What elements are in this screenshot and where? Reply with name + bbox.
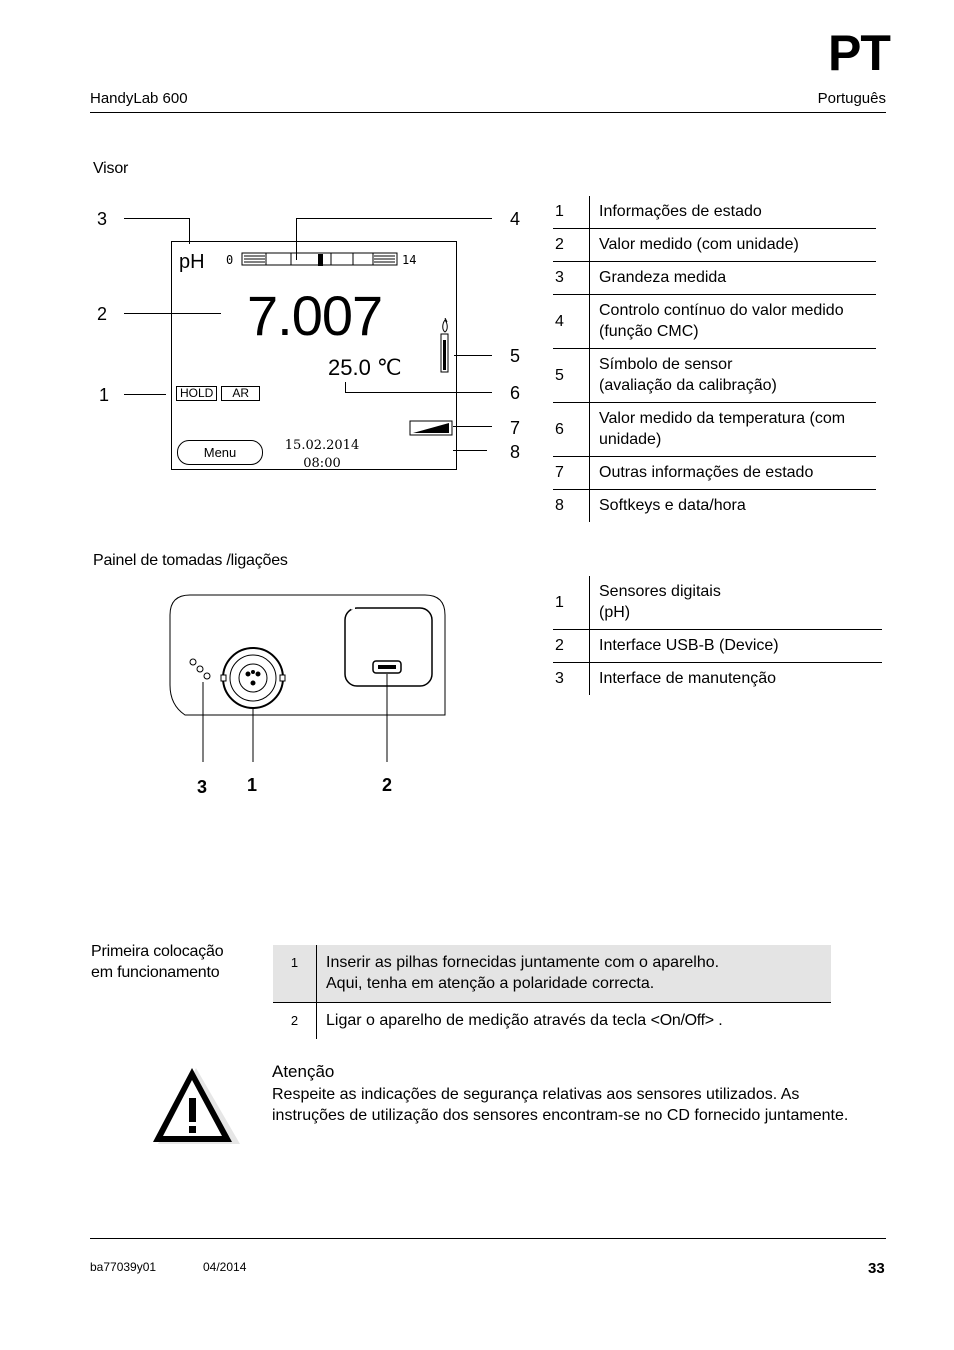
legend-row: 6 Valor medido da temperatura (com unidade) <box>553 403 876 457</box>
sockets-heading: Painel de tomadas /ligações <box>93 552 288 569</box>
ar-tag: AR <box>221 386 260 401</box>
legend-row: 3 Interface de manutenção <box>553 663 882 696</box>
status-tags <box>176 386 260 401</box>
socket-callout-3: 3 <box>197 777 208 797</box>
callout-line-4-drop <box>296 218 297 260</box>
display-date: 15.02.2014 <box>284 438 360 453</box>
display-heading: Visor <box>93 160 129 177</box>
socket-callout-1: 1 <box>247 775 258 795</box>
callout-line-7 <box>453 426 492 427</box>
header-rule <box>90 112 886 113</box>
first-use-heading: Primeira colocação em funcionamento <box>91 943 224 981</box>
callout-line-8 <box>453 450 487 451</box>
service-interface-icon <box>190 659 210 679</box>
display-datetime <box>276 437 368 473</box>
legend-row: 2 Valor medido (com unidade) <box>553 229 876 262</box>
temperature-value: 25.0 ℃ <box>328 355 402 380</box>
on-off-key: <On/Off> <box>650 1012 714 1029</box>
display-time: 08:00 <box>303 456 341 471</box>
socket-callout-2: 2 <box>382 775 393 795</box>
page-number: 33 <box>868 1260 885 1277</box>
callout-line-6 <box>345 392 492 393</box>
callout-8: 8 <box>510 442 521 462</box>
callout-line-2 <box>124 313 221 314</box>
sensor-icon <box>437 318 453 374</box>
legend-row: 7 Outras informações de estado <box>553 457 876 490</box>
socket-panel-drawing <box>165 590 455 770</box>
cmc-bar-icon <box>241 250 399 270</box>
sensor-socket-icon <box>221 648 285 708</box>
callout-1: 1 <box>99 385 110 405</box>
callout-5: 5 <box>510 346 521 366</box>
menu-softkey: Menu <box>177 440 263 465</box>
doc-id: ba77039y01 <box>90 1260 157 1274</box>
callout-line-5 <box>454 355 492 356</box>
display-legend-table <box>553 196 876 522</box>
product-name: HandyLab 600 <box>90 90 188 107</box>
hold-tag: HOLD <box>176 386 217 401</box>
callout-line-3-drop <box>189 218 190 244</box>
callout-line-6-rise <box>345 382 346 393</box>
param-label: pH <box>179 251 205 273</box>
battery-level-icon <box>409 420 453 436</box>
legend-row: 4 Controlo contínuo do valor medido (função CMC) <box>553 295 876 349</box>
scale-min: 0 <box>226 253 234 267</box>
doc-date: 04/2014 <box>203 1260 247 1274</box>
warning-text: Respeite as indicações de segurança relativas aos sensores utilizados. As instruções de utilização dos sensores encontram-se no CD fornecido juntamente. <box>272 1086 849 1124</box>
warning-triangle-icon <box>150 1066 240 1146</box>
scale-max: 14 <box>402 253 417 267</box>
callout-3: 3 <box>97 209 108 229</box>
step-row: 1 Inserir as pilhas fornecidas juntamente com o aparelho. Aqui, tenha em atenção a polaridade correcta. <box>273 945 831 1003</box>
usb-port-icon <box>373 661 401 673</box>
steps-table <box>273 945 831 1039</box>
legend-row: 2 Interface USB-B (Device) <box>553 630 882 663</box>
warning-title: Atenção <box>272 1062 335 1081</box>
legend-row: 8 Softkeys e data/hora <box>553 490 876 523</box>
socket-legend-table <box>553 576 882 695</box>
legend-row: 5 Símbolo de sensor (avaliação da calibração) <box>553 349 876 403</box>
callout-2: 2 <box>97 304 108 324</box>
language-name: Português <box>817 90 886 107</box>
legend-row: 3 Grandeza medida <box>553 262 876 295</box>
step-row: 2 Ligar o aparelho de medição através da tecla <On/Off> . <box>273 1003 831 1040</box>
callout-4: 4 <box>510 209 521 229</box>
callout-line-4 <box>296 218 492 219</box>
callout-7: 7 <box>510 418 521 438</box>
legend-row: 1 Sensores digitais (pH) <box>553 576 882 630</box>
callout-6: 6 <box>510 383 521 403</box>
callout-line-1 <box>124 394 166 395</box>
callout-line-3 <box>124 218 190 219</box>
measured-value: 7.007 <box>247 284 383 347</box>
legend-row: 1 Informações de estado <box>553 196 876 229</box>
language-code: PT <box>828 25 890 81</box>
footer-rule <box>90 1238 886 1239</box>
